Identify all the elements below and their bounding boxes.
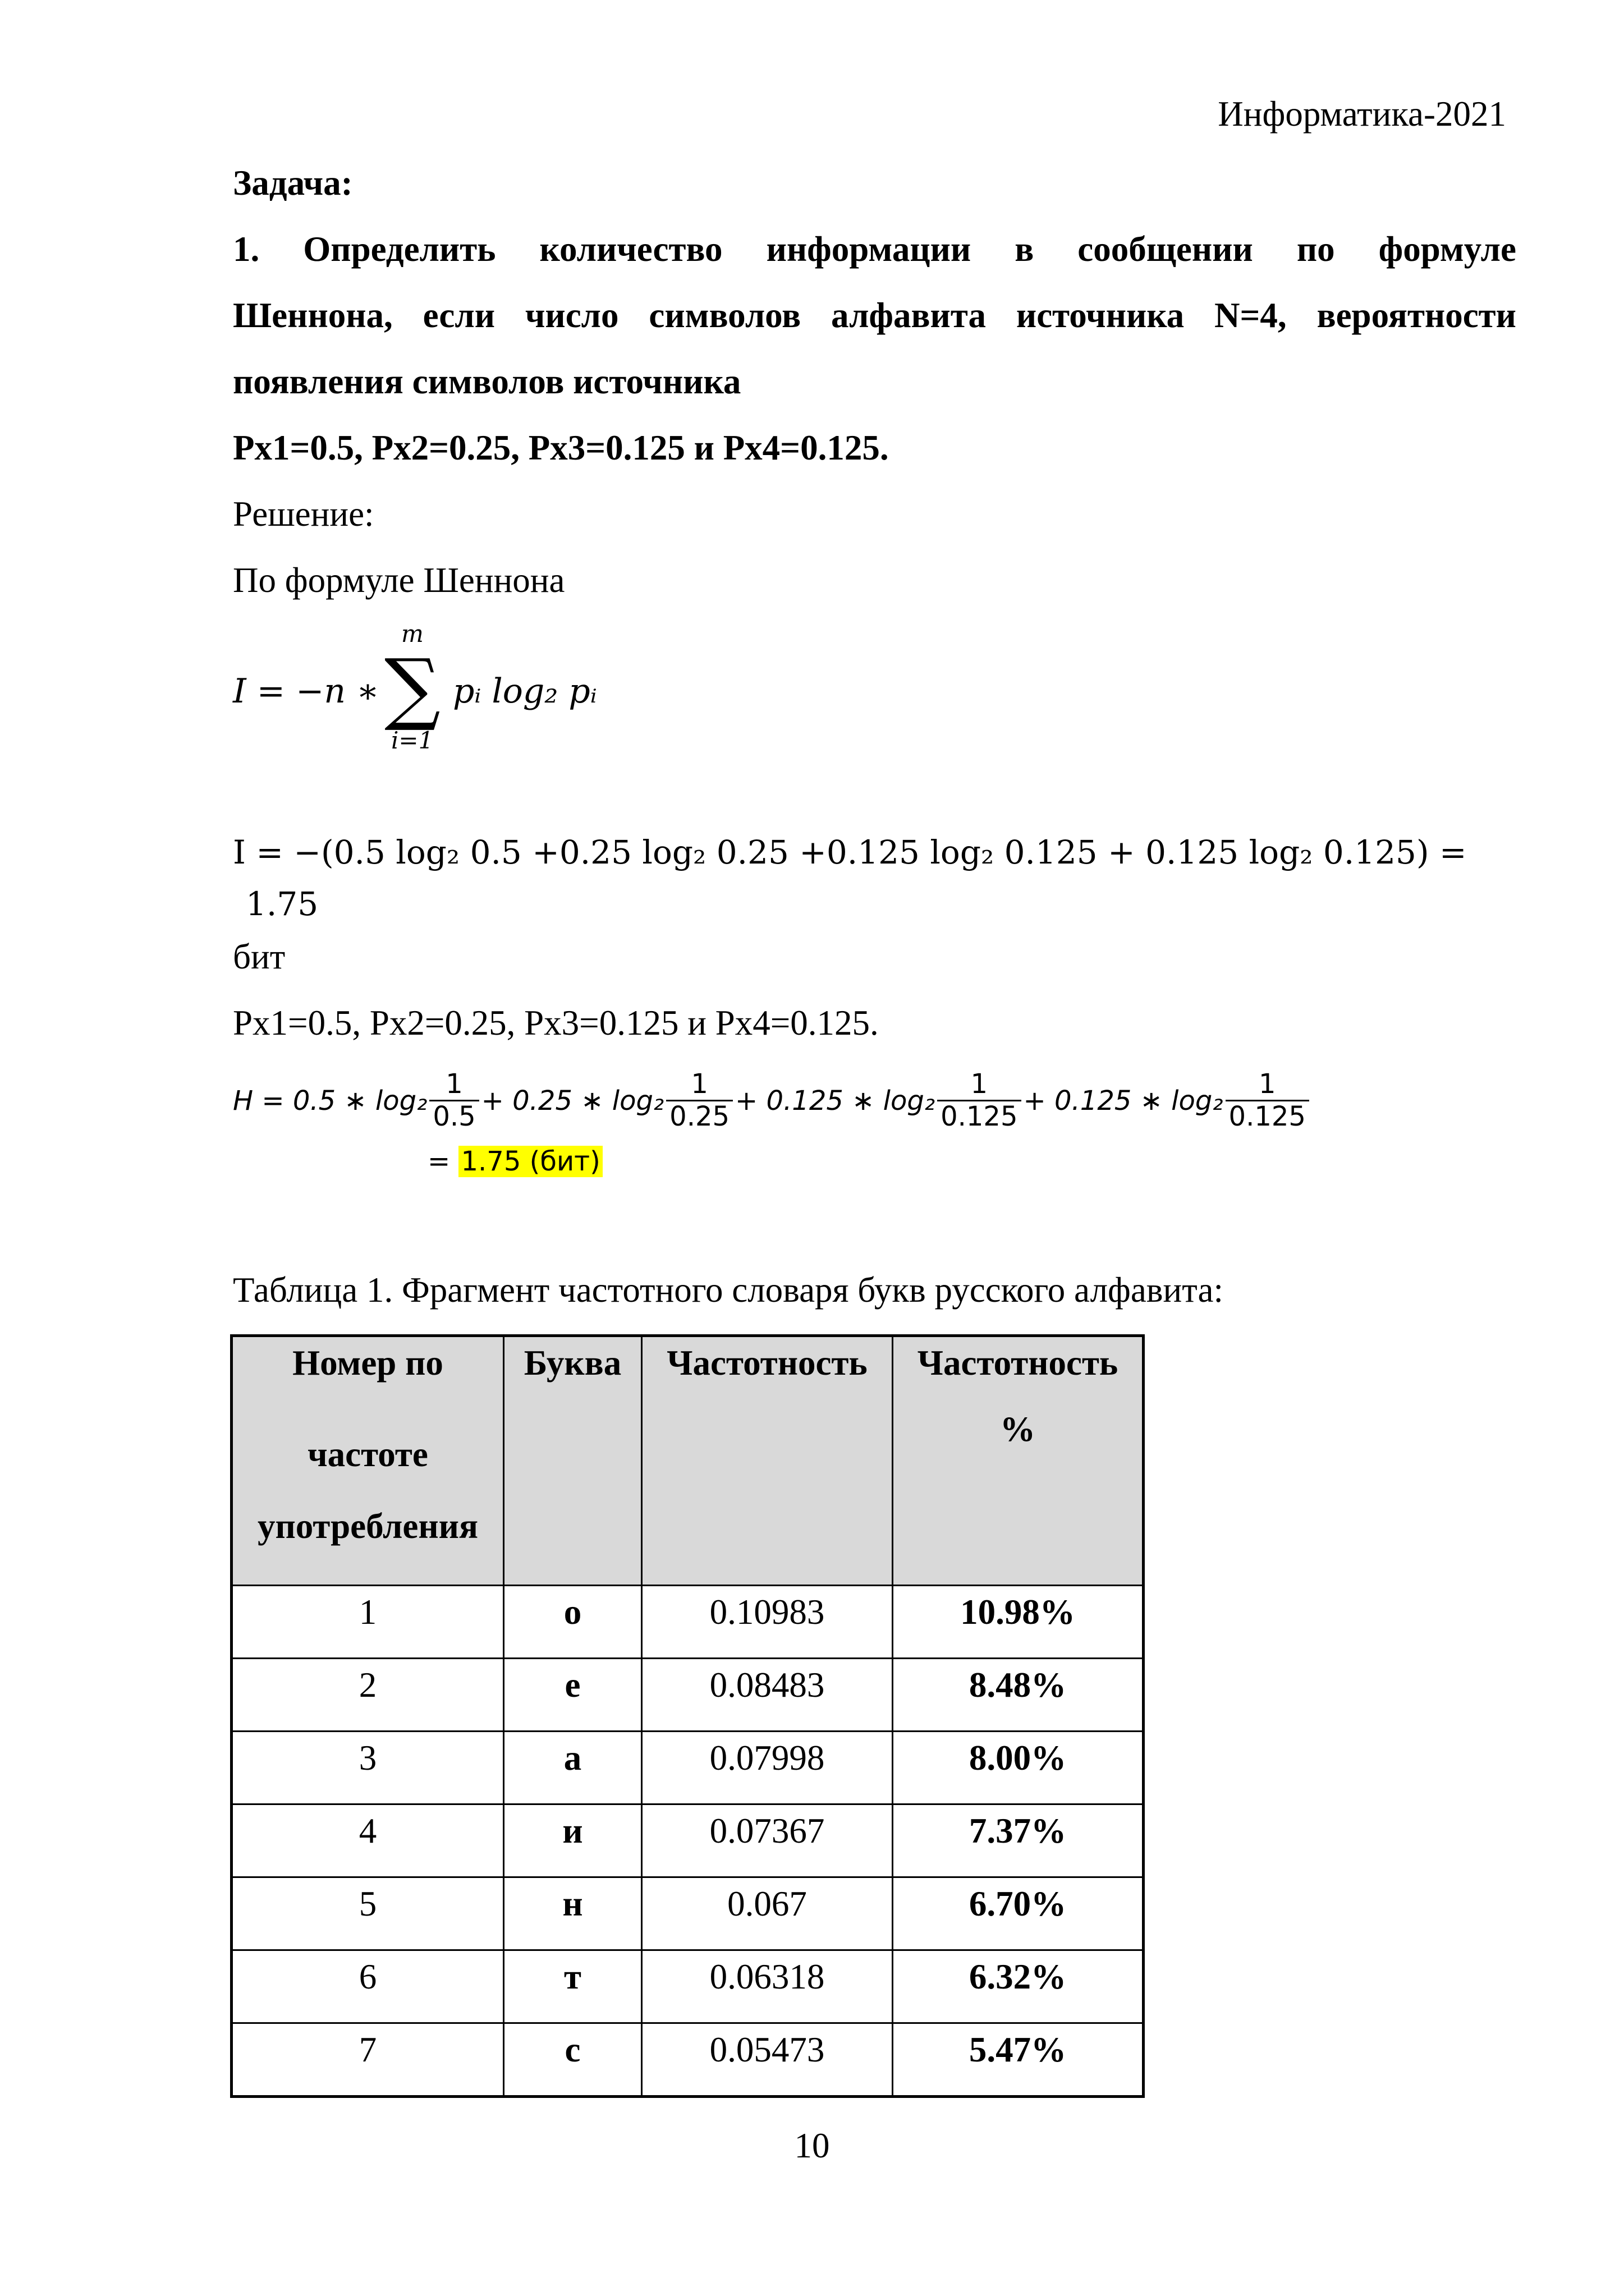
term-operator: + 0.125 ∗ log₂ [1023, 1085, 1223, 1117]
header-rank-line: употребления [257, 1507, 479, 1546]
cell-percent: 10.98% [893, 1586, 1144, 1659]
unit-label: бит [233, 937, 286, 976]
denominator: 0.25 [666, 1100, 733, 1132]
word: вероятности [1316, 296, 1516, 335]
cell-letter: н [504, 1877, 642, 1950]
word: по [1296, 229, 1335, 269]
word: символов [649, 296, 801, 335]
equals-sign: = [428, 1146, 451, 1177]
numerator: 1 [446, 1068, 463, 1100]
task-heading: Задача: [233, 163, 353, 203]
table-row [232, 1586, 1144, 1659]
word: Шеннона, [233, 296, 393, 335]
table-row [232, 1732, 1144, 1804]
word: формуле [1378, 229, 1516, 269]
cell-percent: 6.32% [893, 1950, 1144, 2023]
cell-percent: 8.48% [893, 1659, 1144, 1732]
cell-percent: 5.47% [893, 2023, 1144, 2097]
word: Определить [303, 229, 496, 269]
numerator: 1 [1258, 1068, 1276, 1100]
cell-percent: 6.70% [893, 1877, 1144, 1950]
entropy-result [428, 1148, 603, 1175]
word: число [525, 296, 619, 335]
running-header: Информатика-2021 [1218, 94, 1506, 134]
table-row [232, 2023, 1144, 2097]
header-percent-line: Частотность [917, 1343, 1118, 1383]
cell-frequency: 0.10983 [642, 1586, 893, 1659]
word: алфавита [831, 296, 987, 335]
table-row [232, 1804, 1144, 1877]
highlighted-result: 1.75 (бит) [458, 1146, 602, 1177]
numerator: 1 [970, 1068, 988, 1100]
formula-rhs: pᵢ log₂ pᵢ [453, 672, 597, 711]
table-row [232, 1877, 1144, 1950]
sum-lower-limit: i=1 [391, 727, 434, 754]
numerator: 1 [691, 1068, 708, 1100]
denominator: 0.5 [429, 1100, 479, 1132]
denominator: 0.125 [937, 1100, 1021, 1132]
sum-upper-limit: m [401, 620, 424, 648]
term-operator: + 0.125 ∗ log₂ [735, 1085, 935, 1117]
header-frequency-text: Частотность [667, 1343, 868, 1383]
header-letter [504, 1336, 642, 1586]
formula-lhs: I = −n ∗ [233, 672, 379, 711]
cell-letter: е [504, 1659, 642, 1732]
cell-rank: 3 [232, 1732, 504, 1804]
cell-frequency: 0.07367 [642, 1804, 893, 1877]
cell-letter: т [504, 1950, 642, 2023]
cell-letter: о [504, 1586, 642, 1659]
cell-rank: 2 [232, 1659, 504, 1732]
fraction [937, 1069, 1021, 1132]
cell-percent: 7.37% [893, 1804, 1144, 1877]
cell-frequency: 0.06318 [642, 1950, 893, 2023]
table-header-row [232, 1336, 1144, 1586]
word: источника [1016, 296, 1185, 335]
header-percent-line: % [1000, 1409, 1035, 1449]
header-frequency [642, 1336, 893, 1586]
fraction [429, 1069, 479, 1132]
table-row [232, 1950, 1144, 2023]
fraction [666, 1069, 733, 1132]
word: количество [539, 229, 723, 269]
task-line-2 [233, 298, 1516, 333]
cell-frequency: 0.08483 [642, 1659, 893, 1732]
denominator: 0.125 [1226, 1100, 1309, 1132]
shannon-formula [233, 620, 738, 755]
cell-rank: 5 [232, 1877, 504, 1950]
cell-percent: 8.00% [893, 1732, 1144, 1804]
entropy-formula [233, 1069, 1411, 1181]
word: сообщении [1077, 229, 1253, 269]
word: в [1015, 229, 1034, 269]
cell-letter: а [504, 1732, 642, 1804]
cell-letter: и [504, 1804, 642, 1877]
calculation-formula: I = −(0.5 log₂ 0.5 +0.25 log₂ 0.25 +0.125 log₂ 0.125 + 0.125 log₂ 0.125) = [233, 833, 1467, 871]
cell-frequency: 0.07998 [642, 1732, 893, 1804]
task-probabilities: Px1=0.5, Px2=0.25, Px3=0.125 и Px4=0.125. [233, 428, 889, 467]
page-number: 10 [794, 2126, 830, 2165]
fraction [1226, 1069, 1309, 1132]
word: 1. [233, 229, 260, 269]
cell-rank: 6 [232, 1950, 504, 2023]
sigma-icon: ∑ [384, 642, 441, 734]
probabilities-line: Px1=0.5, Px2=0.25, Px3=0.125 и Px4=0.125. [233, 1003, 879, 1043]
cell-letter: с [504, 2023, 642, 2097]
task-line-3: появления символов источника [233, 362, 741, 401]
entropy-lhs: H = 0.5 ∗ log₂ [233, 1085, 428, 1117]
header-rank-line: частоте [308, 1435, 428, 1474]
table-row [232, 1659, 1144, 1732]
cell-frequency: 0.05473 [642, 2023, 893, 2097]
header-rank-line: Номер по [292, 1343, 443, 1383]
header-percent [893, 1336, 1144, 1586]
header-letter-text: Буква [524, 1343, 622, 1383]
table-caption: Таблица 1. Фрагмент частотного словаря букв русского алфавита: [233, 1270, 1224, 1310]
cell-rank: 4 [232, 1804, 504, 1877]
solution-intro: По формуле Шеннона [233, 561, 565, 600]
cell-rank: 1 [232, 1586, 504, 1659]
frequency-table [230, 1334, 1145, 2098]
calculation-result: 1.75 [246, 885, 319, 923]
word: если [423, 296, 496, 335]
cell-rank: 7 [232, 2023, 504, 2097]
word: информации [766, 229, 971, 269]
header-rank [232, 1336, 504, 1586]
solution-label: Решение: [233, 494, 374, 534]
term-operator: + 0.25 ∗ log₂ [481, 1085, 664, 1117]
task-line-1 [233, 229, 1516, 269]
word: N=4, [1214, 296, 1287, 335]
cell-frequency: 0.067 [642, 1877, 893, 1950]
